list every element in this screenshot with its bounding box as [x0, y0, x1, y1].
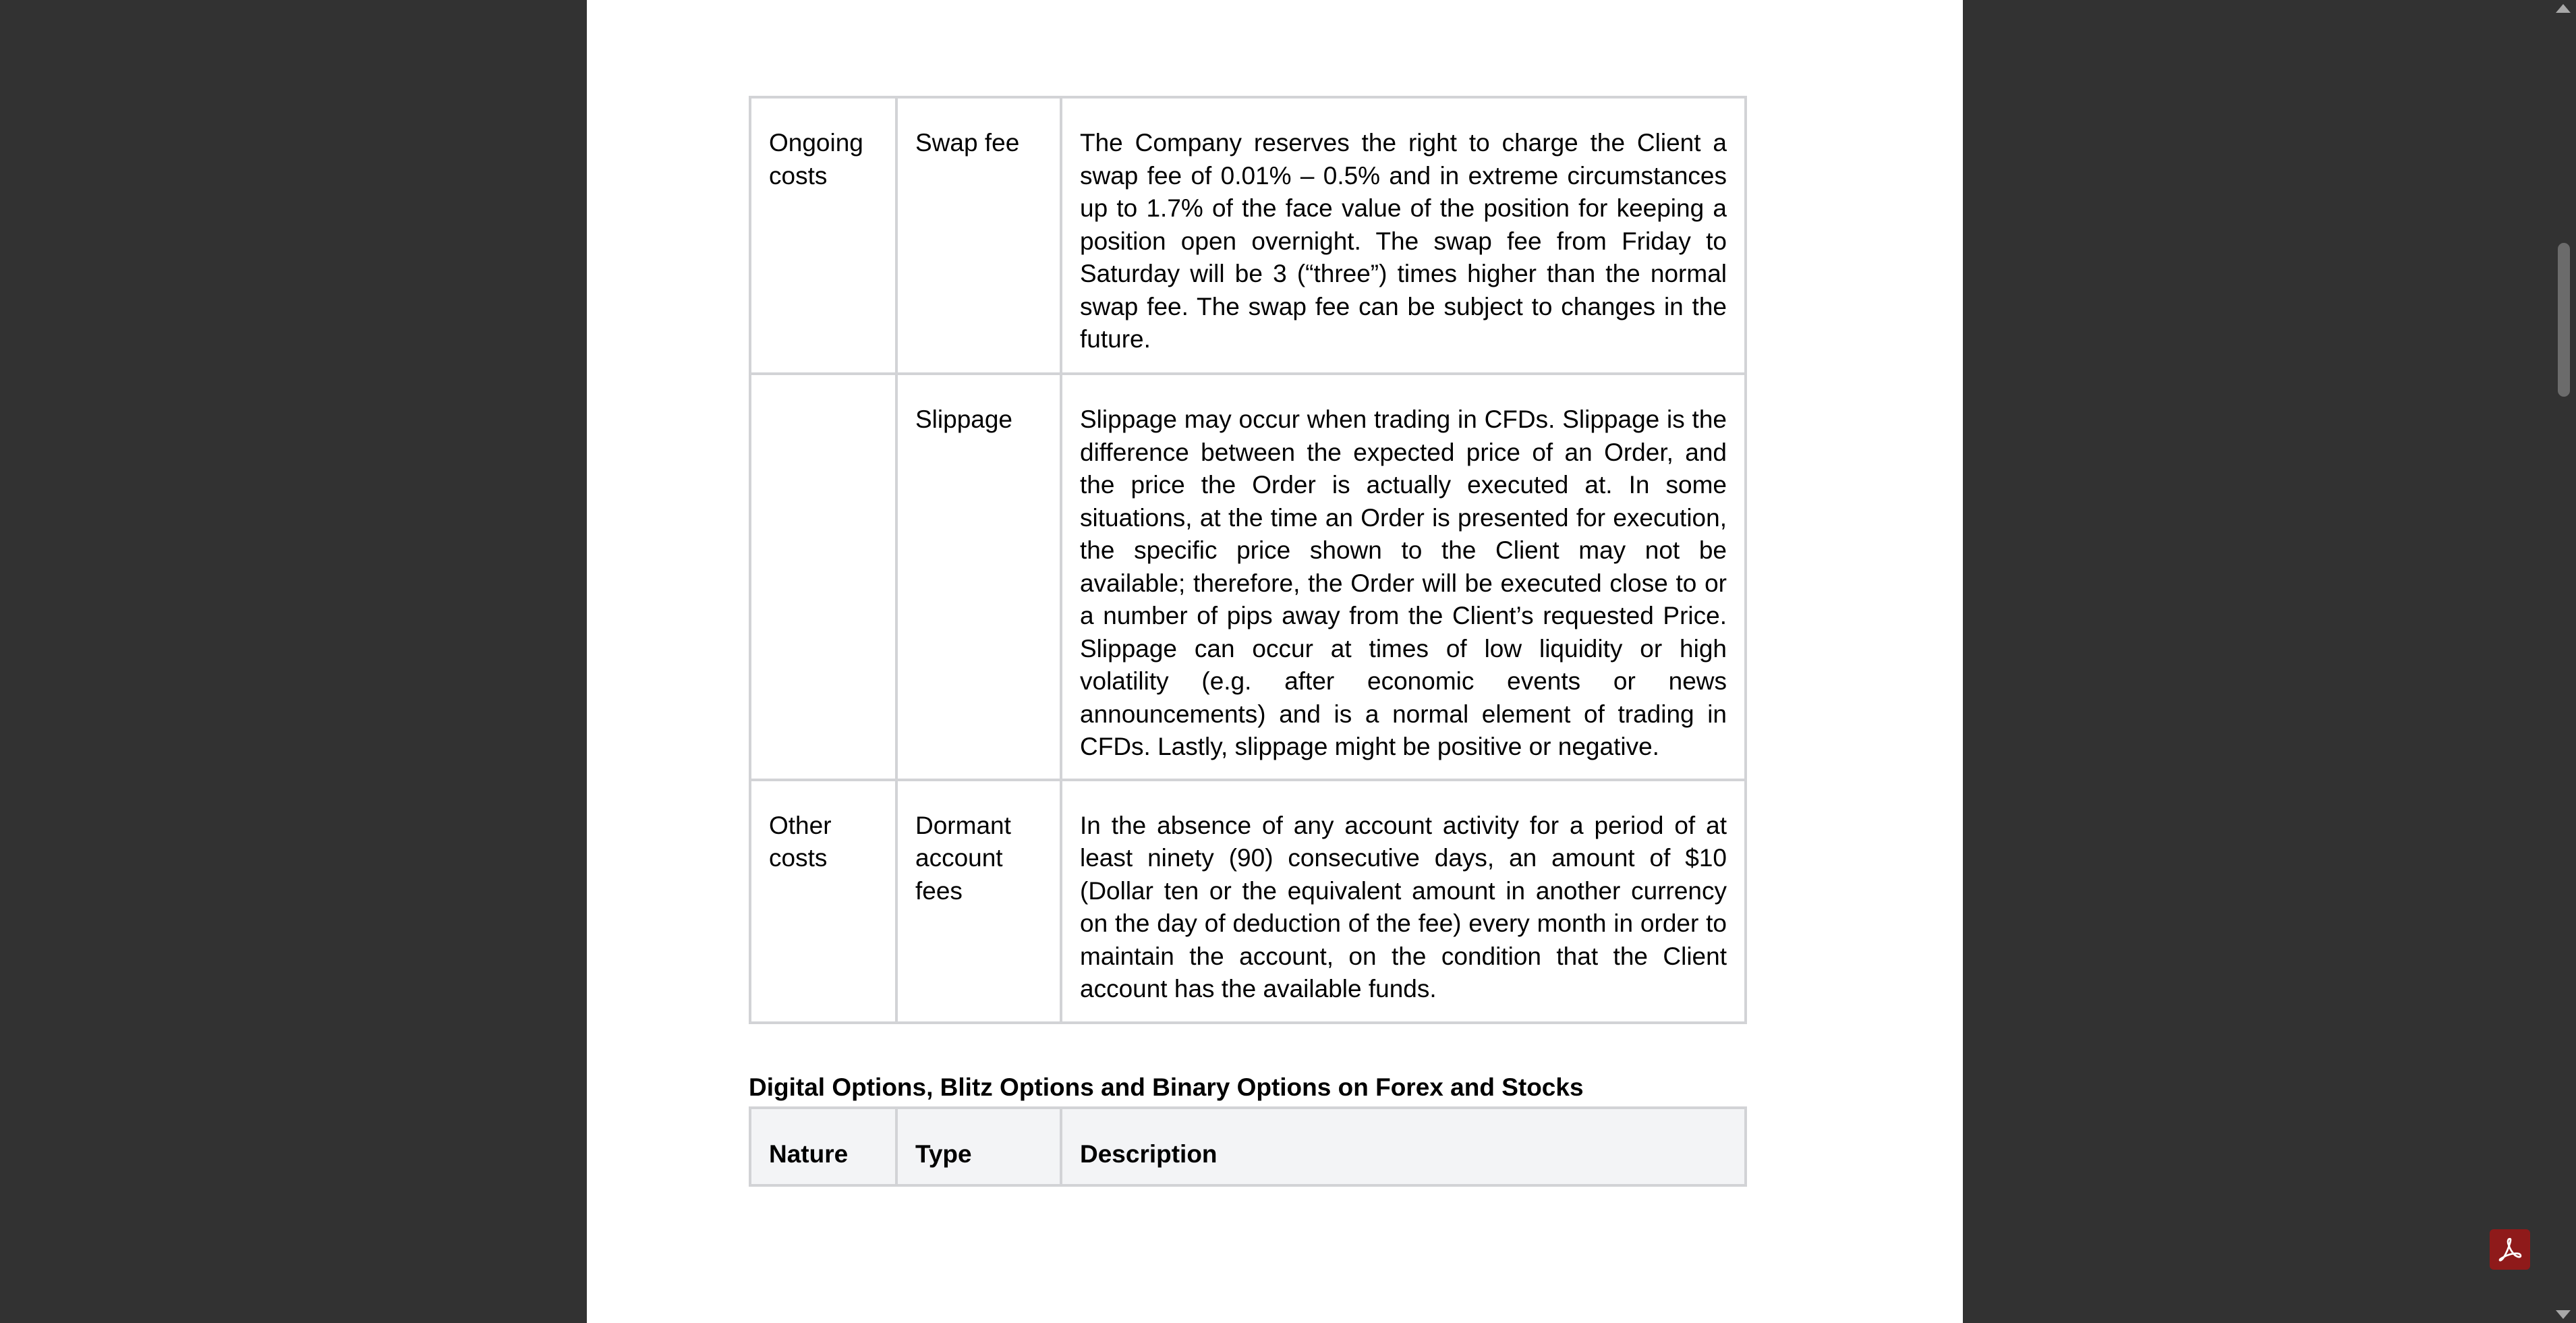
section-heading: Digital Options, Blitz Options and Binary Options on Forex and Stocks	[749, 1073, 1584, 1101]
scroll-up-arrow-icon[interactable]	[2556, 4, 2571, 13]
scrollbar-thumb[interactable]	[2558, 243, 2570, 397]
table-header-row	[750, 1108, 1746, 1185]
type-cell: Slippage	[896, 374, 1061, 780]
nature-cell	[750, 374, 896, 780]
description-cell: In the absence of any account activity for a period of at least ninety (90) consecutive days, an amount of $10 (Dollar ten or the equivalent amount in another currency on the day of deduction of the fee) every month in order to maintain the account, on the condition that the Client account has the available funds.	[1061, 780, 1746, 1023]
options-table-header	[749, 1106, 1747, 1187]
type-cell: Dormant account fees	[896, 780, 1061, 1023]
adobe-acrobat-icon[interactable]	[2490, 1229, 2530, 1270]
table-row	[750, 97, 1746, 374]
vertical-scrollbar[interactable]	[2550, 0, 2576, 1323]
table-row	[750, 780, 1746, 1023]
description-cell: Slippage may occur when trading in CFDs. Slippage is the difference between the expected price of an Order, and the price the Order is actually executed at. In some situations, at the time an Order is presented for execution, the specific price shown to the Client may not be available; therefore, the Order will be executed close to or a number of pips away from the Client’s requested Price. Slippage can occur at times of low liquidity or high volatility (e.g. after economic events or news announcements) and is a normal element of trading in CFDs. Lastly, slippage might be positive or negative.	[1061, 374, 1746, 780]
nature-cell: Other costs	[750, 780, 896, 1023]
column-header-type: Type	[896, 1108, 1061, 1185]
type-cell: Swap fee	[896, 97, 1061, 374]
column-header-nature: Nature	[750, 1108, 896, 1185]
nature-cell: Ongoing costs	[750, 97, 896, 374]
scroll-down-arrow-icon[interactable]	[2556, 1310, 2571, 1319]
costs-table	[749, 96, 1747, 1024]
column-header-description: Description	[1061, 1108, 1746, 1185]
table-row	[750, 374, 1746, 780]
pdf-page	[587, 0, 1963, 1323]
description-cell: The Company reserves the right to charge the Client a swap fee of 0.01% – 0.5% and in extreme circumstances up to 1.7% of the face value of the position for keeping a position open overnight. The swap fee from Friday to Saturday will be 3 (“three”) times higher than the normal swap fee. The swap fee can be subject to changes in the future.	[1061, 97, 1746, 374]
acrobat-logo-glyph	[2496, 1235, 2524, 1264]
